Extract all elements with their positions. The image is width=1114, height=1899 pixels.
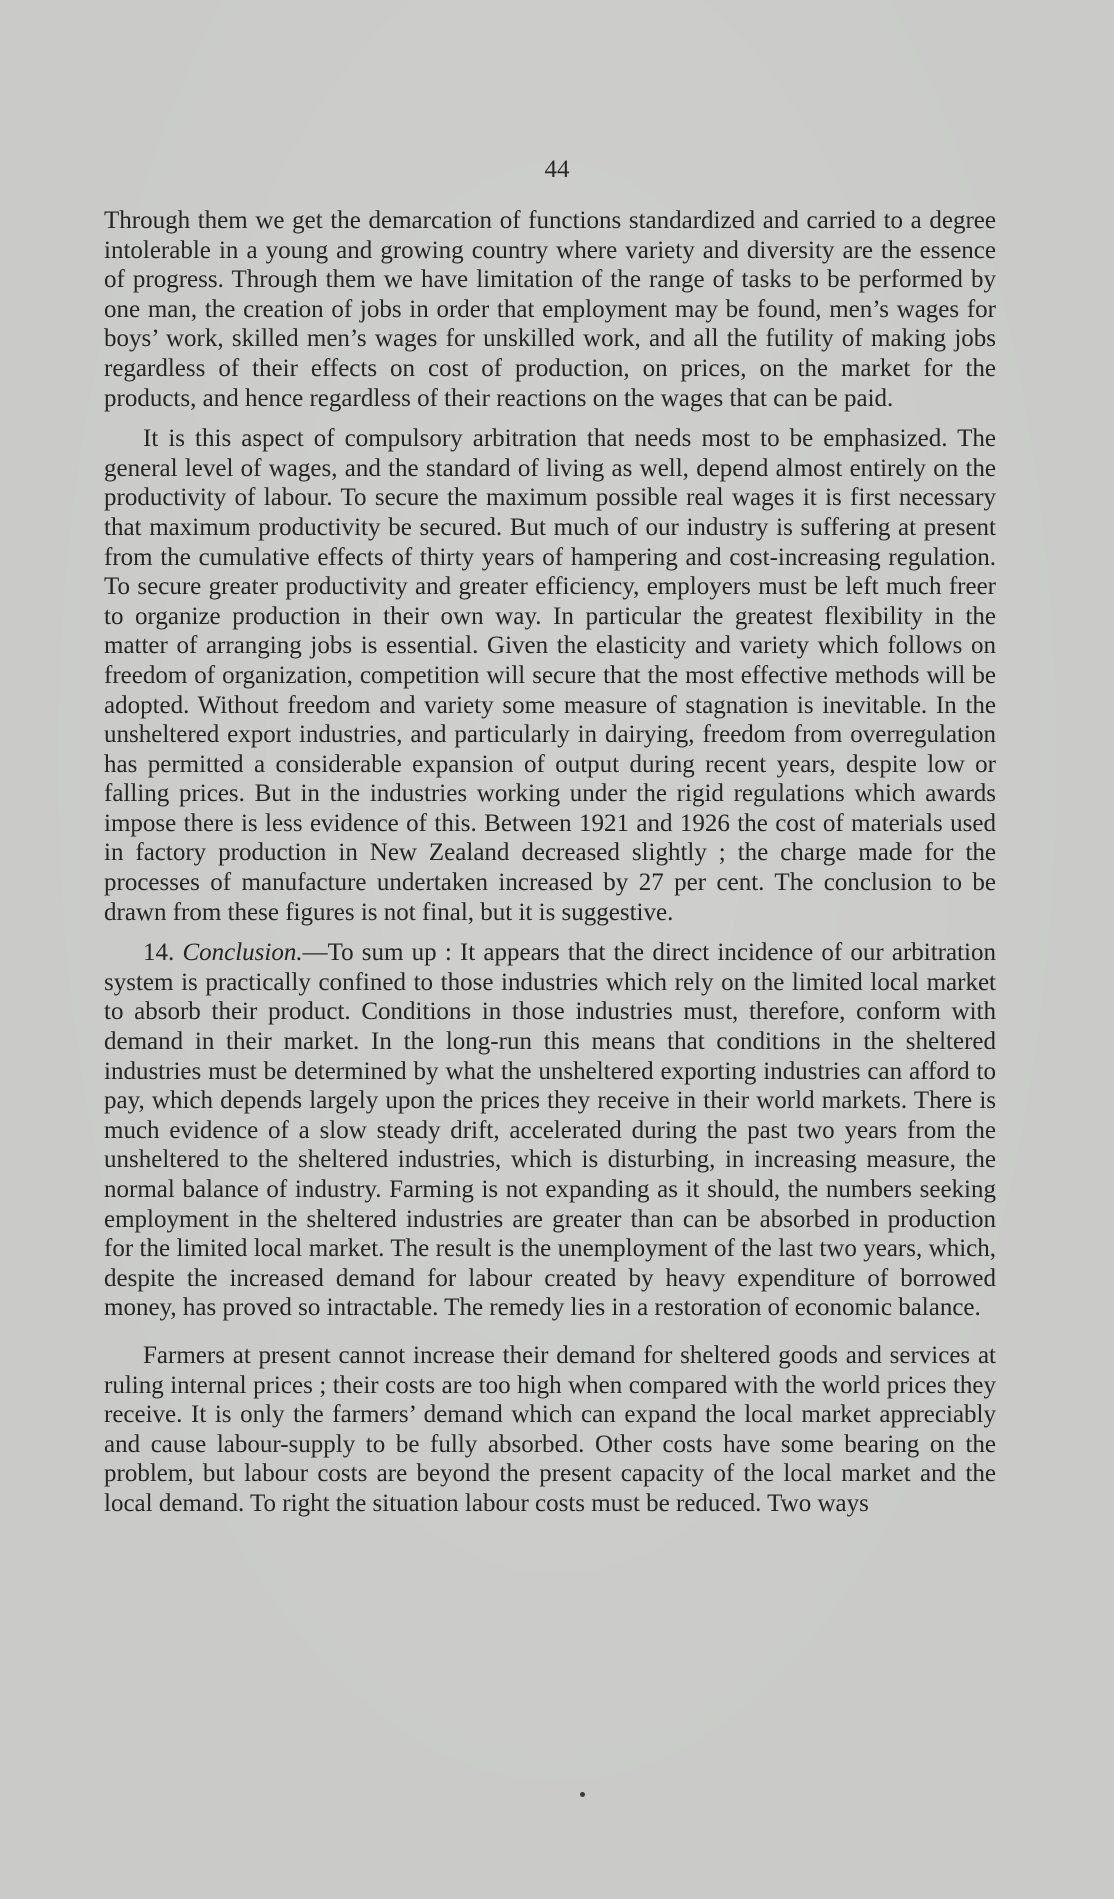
section-number: 14. <box>143 939 175 967</box>
ink-dot <box>580 1792 585 1797</box>
page-number: 44 <box>544 156 570 183</box>
section-heading: Conclusion. <box>182 939 303 967</box>
paragraph-3 <box>104 938 996 1323</box>
paragraph-4: Farmers at present cannot increase their demand for sheltered goods and services at ruling internal prices ; their costs are too high when compared with the world prices they receive. It is only the farmers’ demand which can expand the local market appreciably and cause labour-supply to be fully absorbed. Other costs have some bearing on the problem, but labour costs are beyond the present capacity of the local market and the local demand. To right the situation labour costs must be reduced. Two ways <box>104 1341 996 1517</box>
body-text <box>104 206 996 1519</box>
paragraph-1: Through them we get the demarcation of functions standardized and carried to a degree intolerable in a young and growing country where variety and diversity are the essence of progress. Through them we have limitation of the range of tasks to be performed by one man, the creation of jobs in order that employment may be found, men’s wages for boys’ work, skilled men’s wages for unskilled work, and all the futility of making jobs regardless of their effects on cost of production, on prices, on the market for the products, and hence regardless of their reactions on the wages that can be paid. <box>104 207 996 412</box>
section-text: —To sum up : It appears that the direct incidence of our arbitration system is practically confined to those industries which rely on the limited local market to absorb their product. Conditions in those industries must, therefore, conform with demand in their market. In the long-run this means that conditions in the sheltered industries must be determined by what the unsheltered exporting industries can afford to pay, which depends largely upon the prices they receive in their world markets. There is much evidence of a slow steady drift, accelerated during the past two years from the unsheltered to the sheltered industries, which is disturbing, in increasing measure, the normal balance of industry. Farming is not expanding as it should, the numbers seeking employment in the sheltered industries are greater than can be absorbed in production for the limited local market. The result is the unemployment of the last two years, which, despite the increased demand for labour created by heavy expenditure of borrowed money, has proved so intractable. The remedy lies in a restoration of economic balance. <box>104 939 996 1322</box>
paragraph-2: It is this aspect of compulsory arbitration that needs most to be emphasized. The general level of wages, and the standard of living as well, depend almost entirely on the productivity of labour. To secure the maximum possible real wages it is first necessary that maximum productivity be secured. But much of our industry is suffering at present from the cumulative effects of thirty years of hampering and cost-increasing regulation. To secure greater productivity and greater efficiency, employers must be left much freer to organize production in their own way. In particular the greatest flexibility in the matter of arranging jobs is essential. Given the elasticity and variety which follows on freedom of organization, competition will secure that the most effective methods will be adopted. Without freedom and variety some measure of stagnation is inevitable. In the unsheltered export industries, and particularly in dairying, freedom from overregulation has permitted a considerable expansion of output during recent years, despite low or falling prices. But in the industries working under the rigid regulations which awards impose there is less evidence of this. Between 1921 and 1926 the cost of materials used in factory production in New Zealand decreased slightly ; the charge made for the processes of manufacture undertaken increased by 27 per cent. The conclusion to be drawn from these figures is not final, but it is suggestive. <box>104 425 996 926</box>
